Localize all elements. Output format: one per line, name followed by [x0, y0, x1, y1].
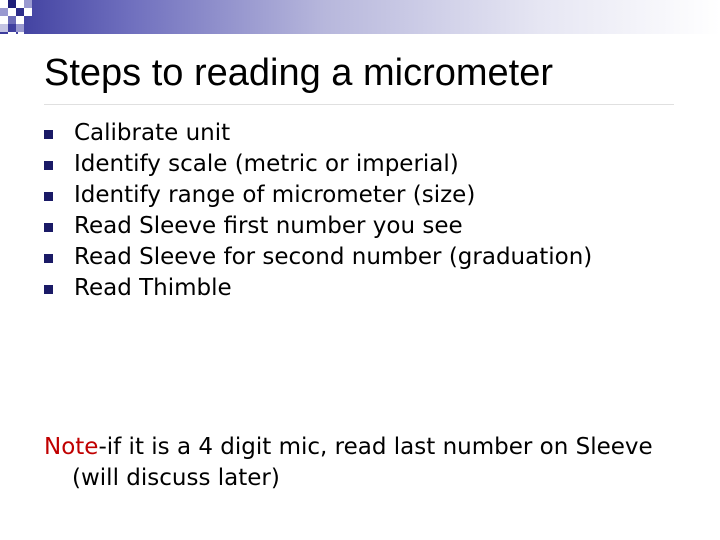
square-bullet-icon [44, 130, 53, 139]
list-item-label: Read Sleeve for second number (graduation) [74, 244, 593, 270]
list-item [44, 273, 664, 304]
list-item [44, 149, 664, 180]
list-item-label: Read Sleeve first number you see [74, 213, 463, 239]
title-divider [44, 104, 674, 105]
square-bullet-icon [44, 223, 53, 232]
list-item [44, 211, 664, 242]
square-bullet-icon [44, 192, 53, 201]
note-paragraph [44, 432, 692, 494]
list-item [44, 180, 664, 211]
square-bullet-icon [44, 285, 53, 294]
list-item [44, 242, 664, 273]
list-item-label: Identify range of micrometer (size) [74, 182, 476, 208]
list-item [44, 118, 664, 149]
bullet-list [44, 118, 664, 304]
slide-title: Steps to reading a micrometer [44, 52, 554, 94]
note-text: -if it is a 4 digit mic, read last number on Sleeve (will discuss later) [72, 434, 653, 491]
list-item-label: Read Thimble [74, 275, 232, 301]
list-item-label: Identify scale (metric or imperial) [74, 151, 459, 177]
header-decorative-squares [0, 0, 720, 40]
note-label: Note [44, 434, 99, 460]
square-bullet-icon [44, 254, 53, 263]
list-item-label: Calibrate unit [74, 120, 231, 146]
square-bullet-icon [44, 161, 53, 170]
